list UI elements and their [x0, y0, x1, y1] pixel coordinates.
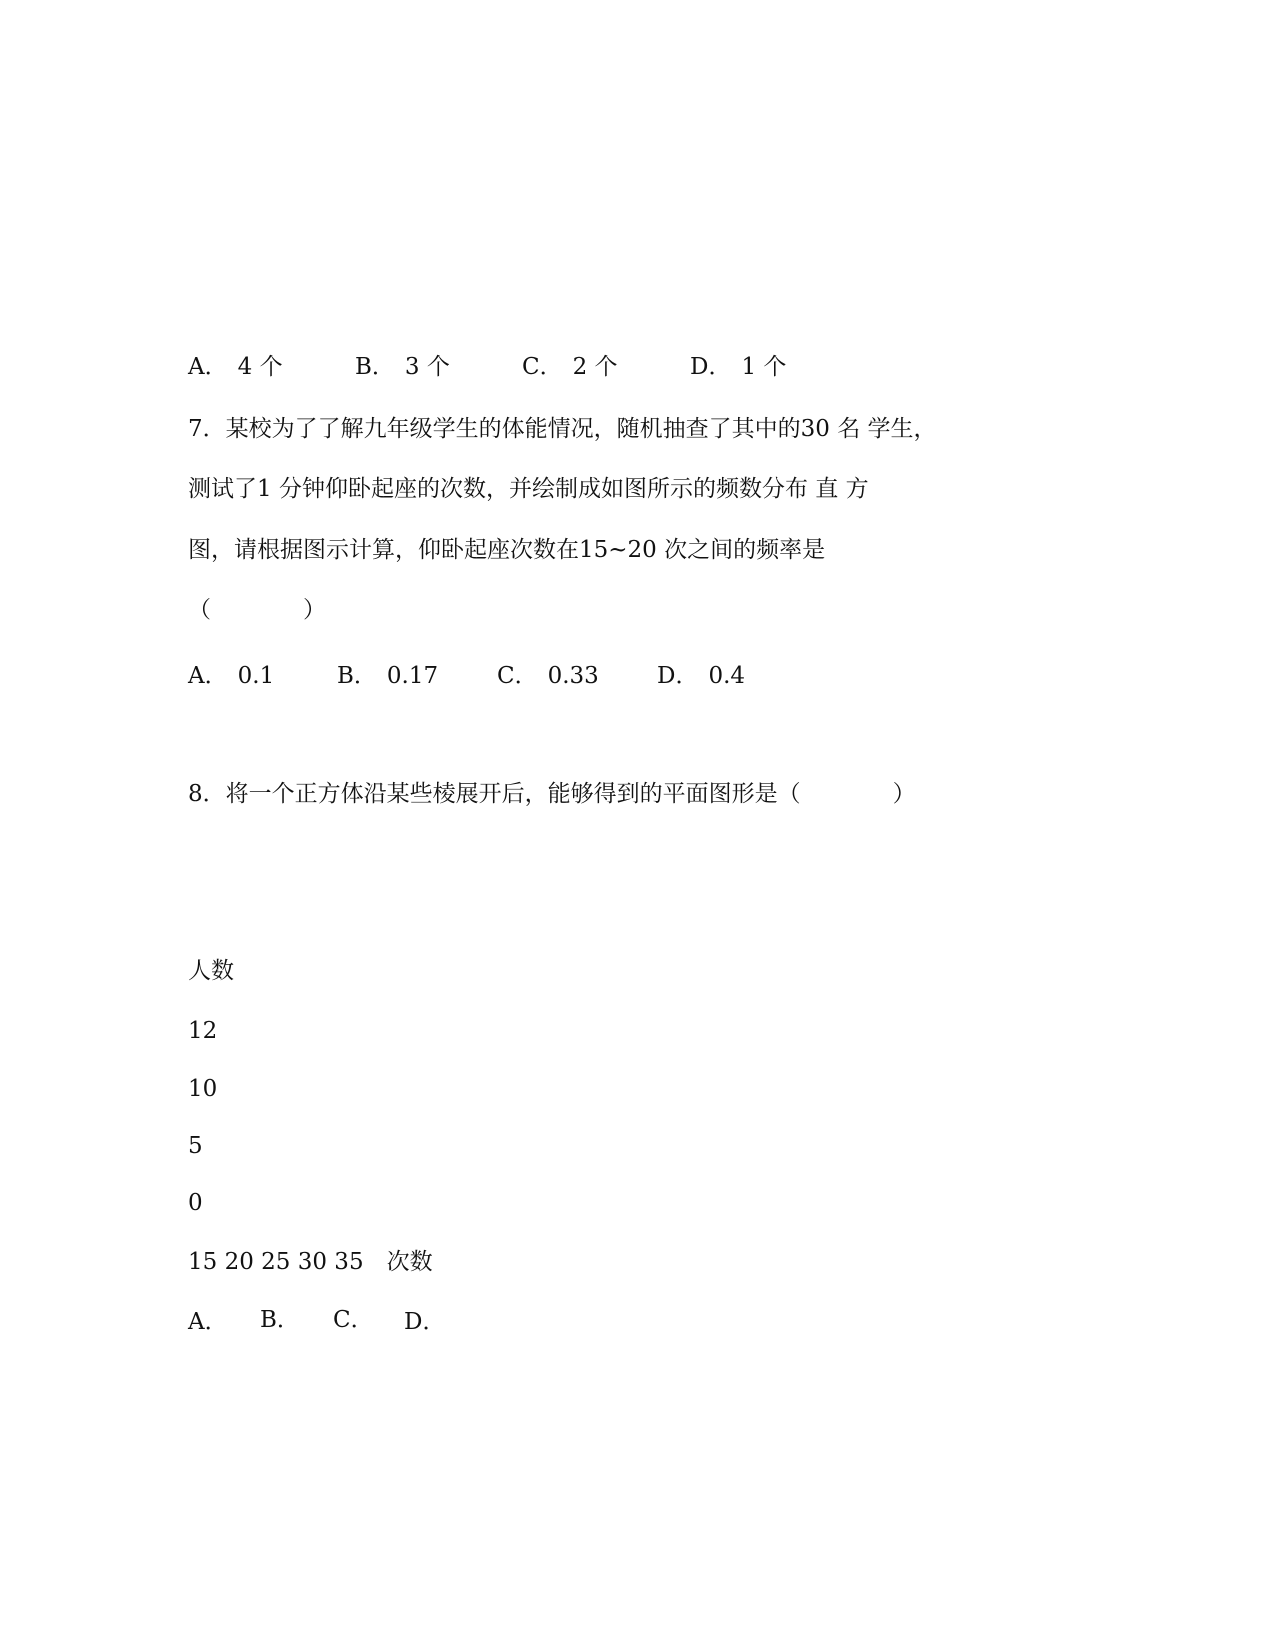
q7-text-line-2: 测试了1 分钟仰卧起座的次数，并绘制成如图所示的频数分布 直 方 — [188, 476, 869, 502]
q7-text-line-3: 图，请根据图示计算，仰卧起座次数在15~20 次之间的频率是 — [188, 537, 826, 563]
y-tick-5: 5 — [188, 1133, 203, 1159]
q6-option-c: C． 2 个 — [522, 354, 618, 380]
q7-option-a: A． 0.1 — [188, 663, 275, 689]
q7-answer-paren: （ ） — [188, 597, 326, 623]
y-axis-label: 人数 — [188, 958, 234, 984]
x-axis-ticks-and-label: 15 20 25 30 35 次数 — [188, 1249, 433, 1275]
q8-option-b: B． — [260, 1307, 300, 1333]
q8-text: 8．将一个正方体沿某些棱展开后，能够得到的平面图形是（ ） — [188, 781, 916, 807]
q7-option-b: B． 0.17 — [337, 663, 439, 689]
q6-option-a: A． 4 个 — [188, 354, 283, 380]
q8-option-d: D． — [404, 1309, 446, 1335]
y-tick-12: 12 — [188, 1018, 218, 1044]
y-tick-0: 0 — [188, 1190, 203, 1216]
y-tick-10: 10 — [188, 1076, 218, 1102]
q8-option-c: C． — [333, 1307, 374, 1333]
q7-text-line-1: 7．某校为了了解九年级学生的体能情况，随机抽查了其中的30 名 学生， — [188, 416, 937, 442]
q7-option-c: C． 0.33 — [497, 663, 599, 689]
q6-option-b: B． 3 个 — [355, 354, 450, 380]
q8-option-a: A． — [188, 1309, 228, 1335]
q6-option-d: D． 1 个 — [690, 354, 787, 380]
q7-option-d: D． 0.4 — [657, 663, 746, 689]
